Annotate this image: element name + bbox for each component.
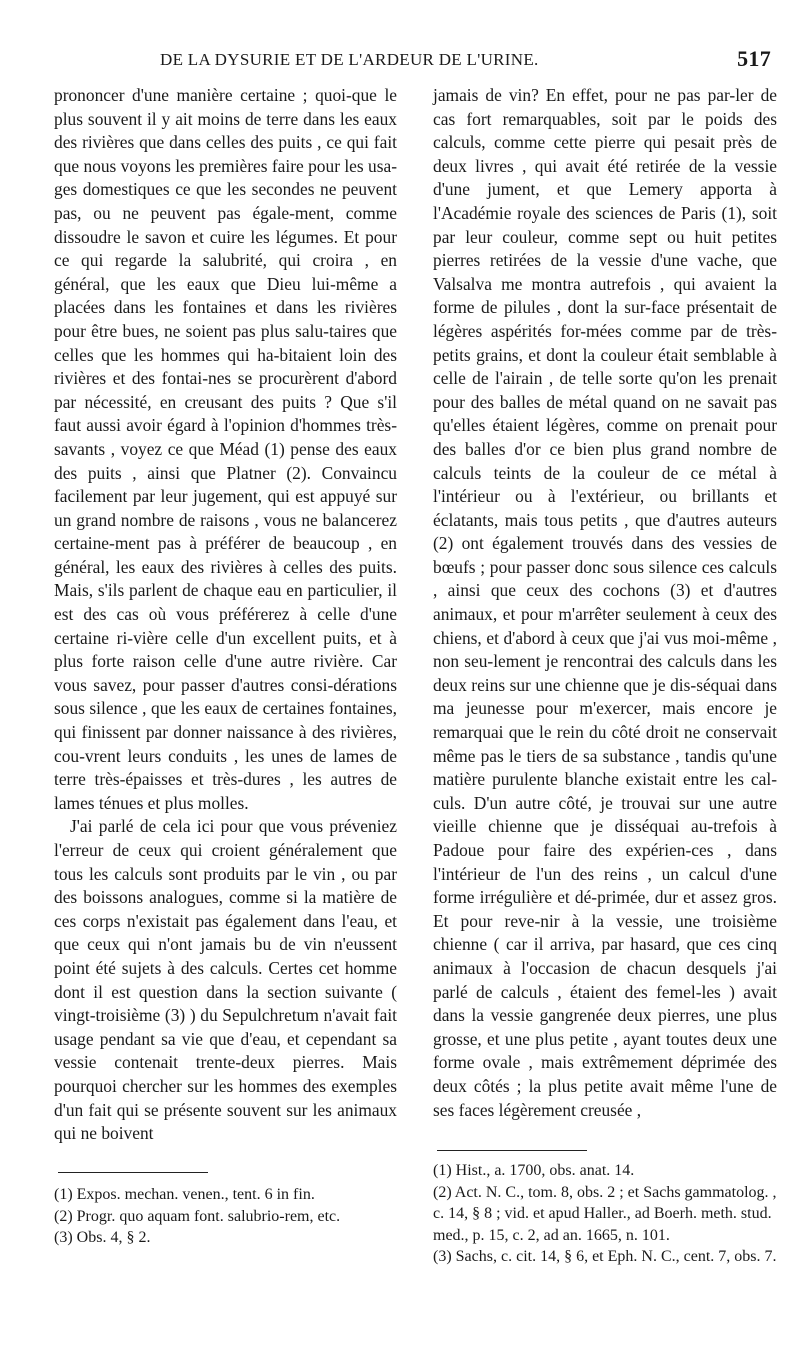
right-footnote-2: (2) Act. N. C., tom. 8, obs. 2 ; et Sachs gammatolog. , c. 14, § 8 ; vid. et apud Haller., ad Boerh. meth. stud. med., p. 15, c. 2, ad an. 1665, n. 101.: [433, 1183, 777, 1244]
left-footnote-3: (3) Obs. 4, § 2.: [54, 1229, 151, 1246]
running-title: DE LA DYSURIE ET DE L'ARDEUR DE L'URINE.: [160, 50, 539, 69]
left-paragraph-2: J'ai parlé de cela ici pour que vous préveniez l'erreur de ceux qui croient généralement que tous les calculs sont produits par le vin , ou par des boissons analogues, comme si la matière de ces corps n'existait pas également dans l'eau, et que ceux qui n'ont jamais bu de vin n'eussent point été sujets à des calculs. Certes cet homme dont il est question dans la section suivante ( vingt-troisième (3) ) du Sepulchretum n'avait fait usage pendant sa vie que d'eau, et cependant sa vessie contenait trente-deux pierres. Mais pourquoi chercher sur les hommes des exemples d'un fait qui se présente souvent sur les animaux qui ne boivent: [54, 816, 397, 1144]
right-footnote-rule: [437, 1150, 587, 1151]
running-header: [160, 44, 771, 74]
right-column: [433, 84, 777, 1122]
left-column: [54, 84, 397, 1146]
left-paragraph-1: prononcer d'une manière certaine ; quoi-que le plus souvent il y ait moins de terre dans les eaux des rivières que dans celles des puits , ce qui fait que nous voyons les premières faire pour les usa-ges domestiques ce que les secondes ne peuvent pas, ou ne peuvent pas égale-ment, comme dissoudre le savon et cuire les légumes. Et pour ce qui regarde la salubrité, qui croira , en général, que les eaux que Dieu lui-même a placées dans les fontaines et dans les rivières pour être bues, ne soient pas plus salu-taires que celles que les hommes qui ha-bitaient loin des rivières et des fontai-nes se procurèrent d'abord par nécessité, en creusant des puits ? Que s'il faut aussi avoir égard à l'opinion d'hommes très-savants , voyez ce que Méad (1) pense des eaux des puits , ainsi que Platner (2). Convaincu facilement par leur jugement, qui est appuyé sur un grand nombre de raisons , vous ne balancerez certaine-ment pas à préférer de beaucoup , en général, les eaux des rivières à celles des puits. Mais, s'ils parlent de chaque eau en particulier, il est des cas où vous préférerez à celle d'une certaine ri-vière celle d'un excellent puits, et à plus forte raison celle d'une autre rivière. Car vous savez, pour passer d'autres consi-dérations sous silence , que les eaux de certaines fontaines, qui finissent par donner naissance à des rivières, cou-vrent leurs conduits , les unes de lames de terre très-épaisses et très-dures , les autres de lames ténues et plus molles.: [54, 85, 397, 813]
right-footnotes: [433, 1160, 777, 1268]
right-paragraph-1: jamais de vin? En effet, pour ne pas par-ler de cas fort remarquables, soit par le poids des calculs, comme cette pierre qui pesait près de deux livres , qui avait été retirée de la vessie d'une jument, et que Lemery apporta à l'Académie royale des sciences de Paris (1), soit par leur couleur, comme sept ou huit petites pierres retirées de la vessie d'une vache, que Valsalva me montra autrefois , qui avaient la forme de pilules , dont la sur-face présentait de légères aspérités for-mées comme par de très-petits grains, et dont la couleur était semblable à celle de l'airain , de telle sorte qu'on les prenait pour des balles de métal quand on ne savait pas qu'elles étaient légères, comme on prenait pour des balles d'or ce bien plus grand nombre de calculs teints de la couleur de ce métal à l'intérieur ou à l'extérieur, ou brillants et éclatants, mais tous petits , que d'autres auteurs (2) ont également trouvés dans des vessies de bœufs ; pour passer donc sous silence ces calculs , ainsi que ceux des cochons (3) et d'autres animaux, et pour m'arrêter seulement à ceux des chiens, et d'abord à ceux que j'ai vus moi-même , non seu-lement je rencontrai des calculs dans les deux reins sur une chienne que je dis-séquai dans ma jeunesse pour m'exercer, mais encore je remarquai que le rein du côté droit ne conservait même pas le tiers de sa substance , tandis qu'une matière purulente blanche existait entre les cal-culs. D'un autre côté, je trouvai sur une autre vieille chienne que je disséquai au-trefois à Padoue pour faire des expérien-ces , dans l'intérieur de l'un des reins , un calcul d'une forme irrégulière et dé-primée, dur et assez gros. Et pour reve-nir à la vessie, une troisième chienne ( car il arriva, par hasard, que ces cinq animaux à l'occasion de chacun desquels j'ai parlé de calculs , étaient des femel-les ) avait dans la vessie gangrenée deux pierres, une plus grosse, et une plus petite , ayant toutes deux une forme ovale , mais extrêmement déprimée des deux côtés ; la plus petite avait même l'une de ses faces légèrement creusée ,: [433, 85, 777, 1120]
left-footnotes: [54, 1184, 397, 1249]
page-number: 517: [737, 46, 771, 71]
left-footnote-2: (2) Progr. quo aquam font. salubrio-rem, etc.: [54, 1207, 341, 1225]
left-footnote-rule: [58, 1172, 208, 1173]
left-footnote-1: (1) Expos. mechan. venen., tent. 6 in fin.: [54, 1186, 315, 1203]
right-footnote-1: (1) Hist., a. 1700, obs. anat. 14.: [433, 1162, 635, 1179]
right-footnote-3: (3) Sachs, c. cit. 14, § 6, et Eph. N. C., cent. 7, obs. 7.: [433, 1248, 777, 1265]
